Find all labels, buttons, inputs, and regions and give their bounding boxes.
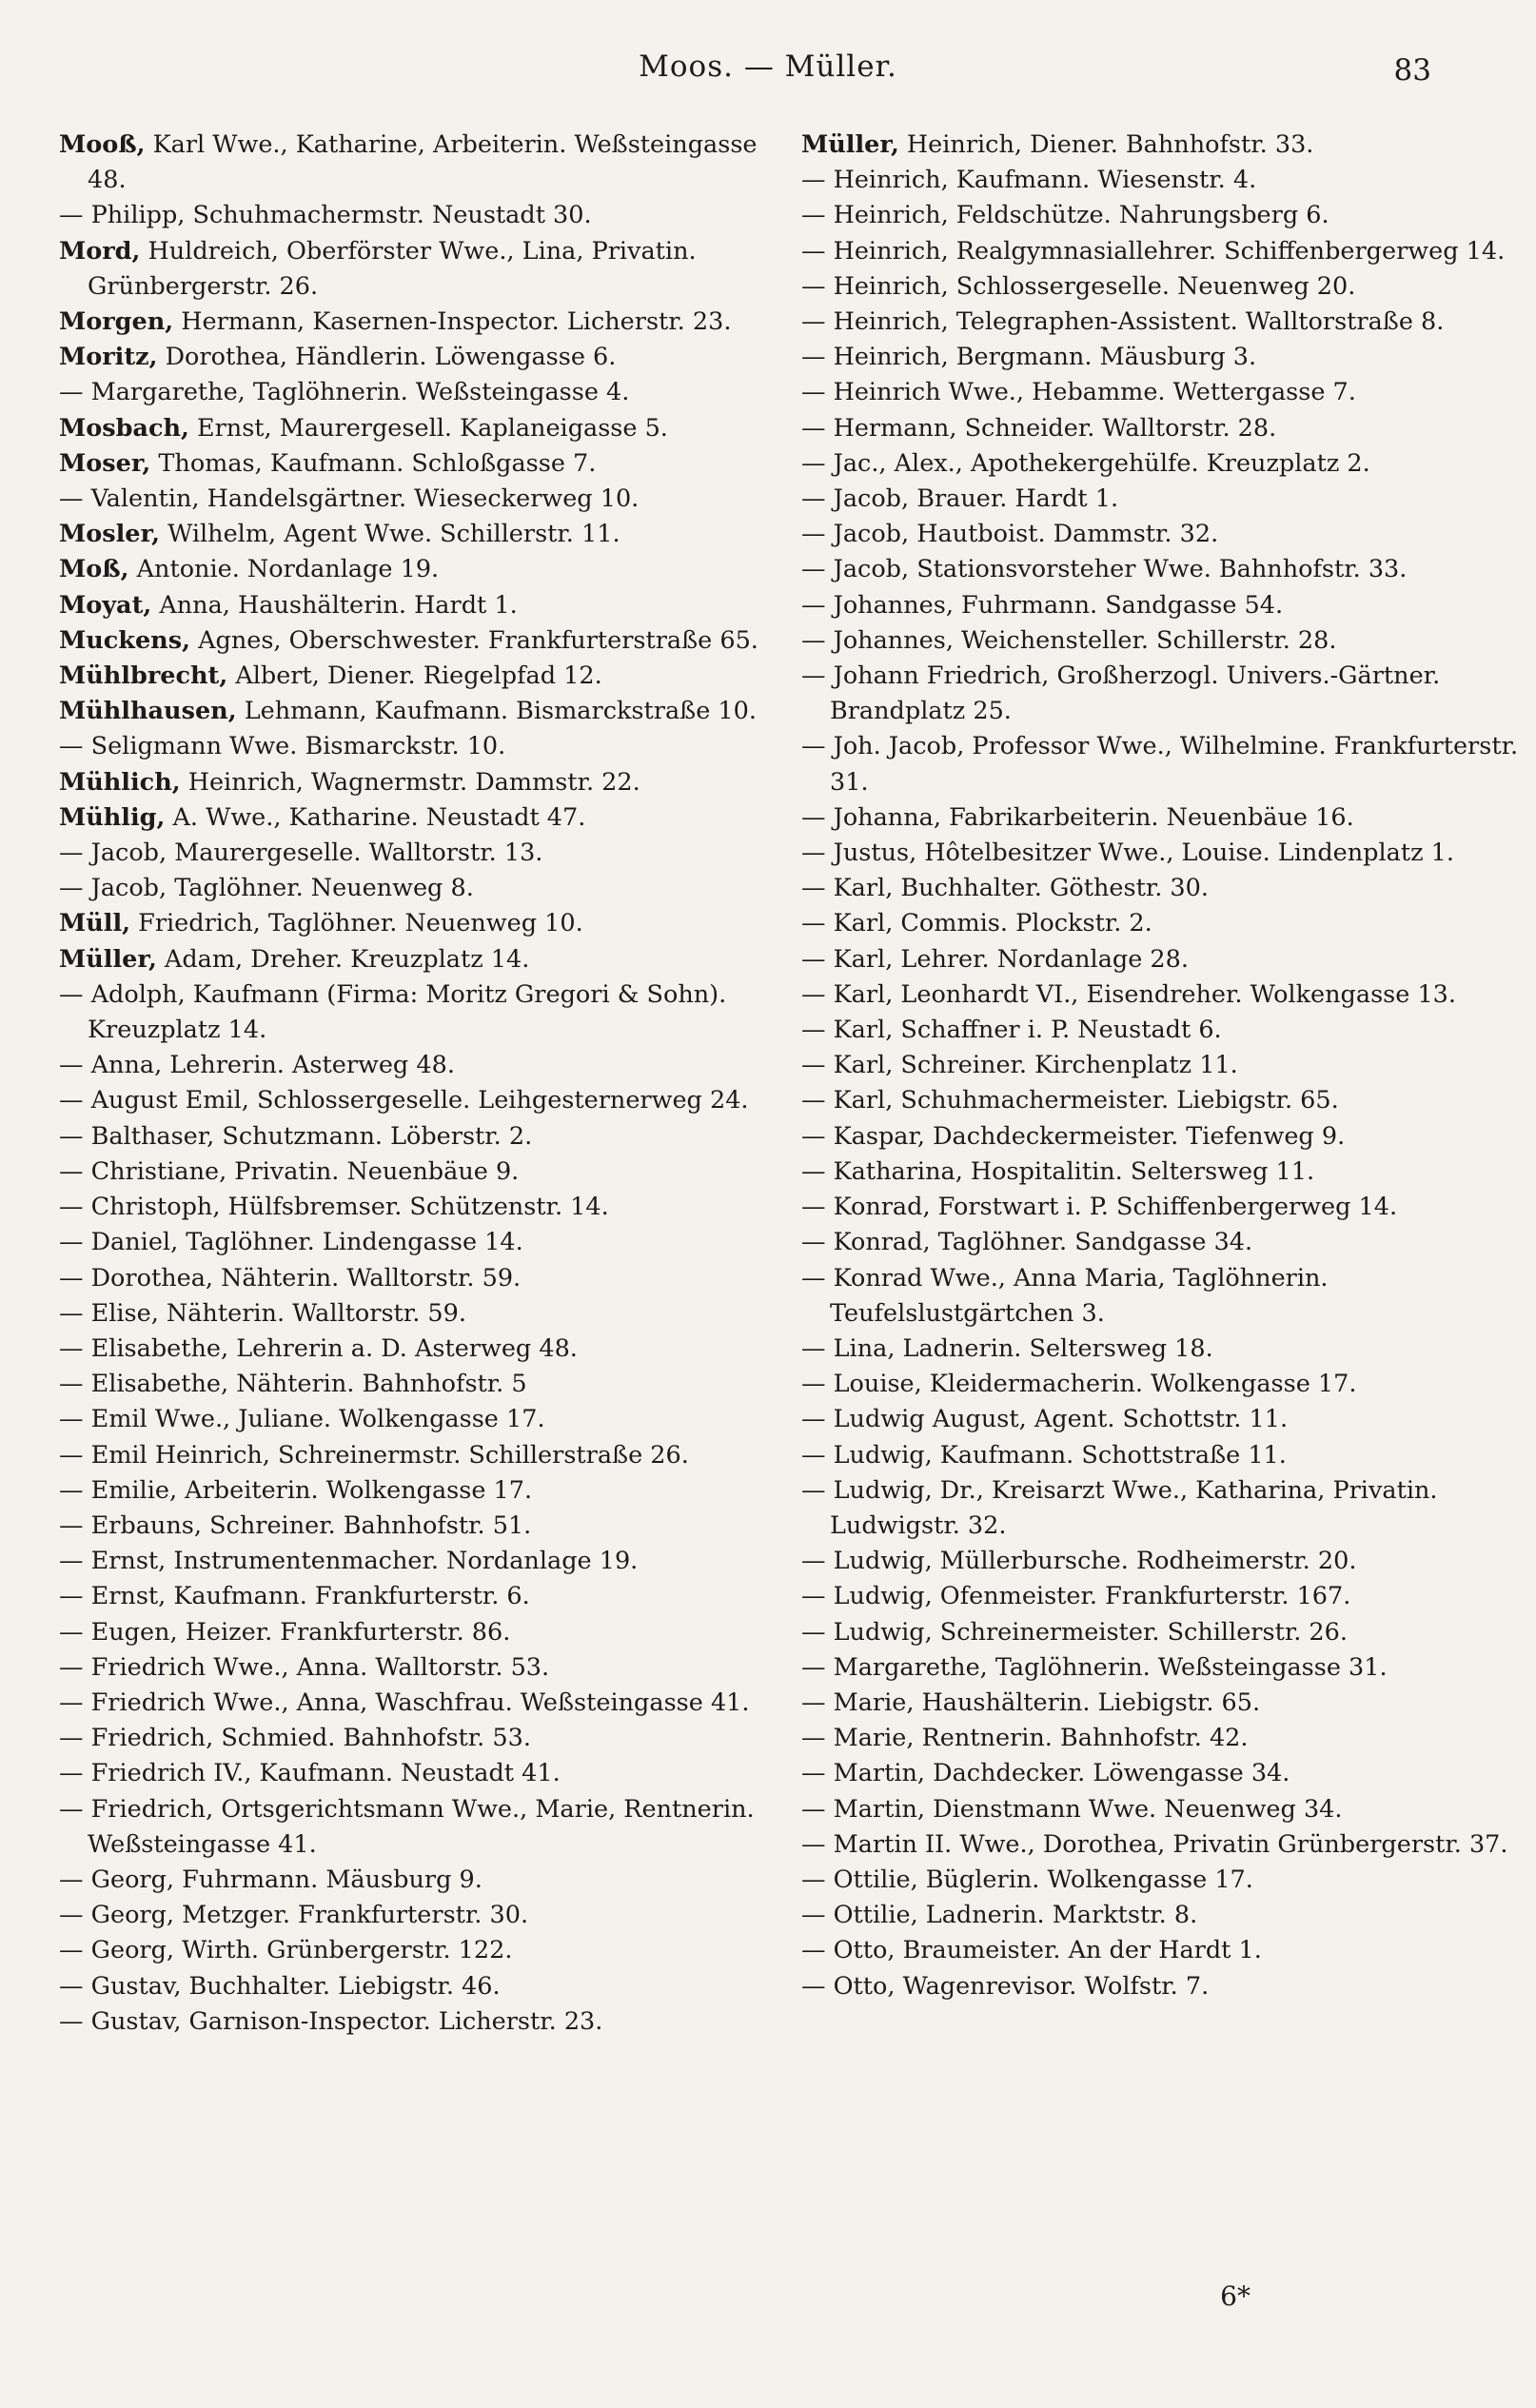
entry-details: — Martin II. Wwe., Dorothea, Privatin Grünbergerstr. 37. — [801, 1829, 1508, 1859]
directory-entry — [801, 552, 1525, 587]
entry-details: — Friedrich Wwe., Anna. Walltorstr. 53. — [59, 1652, 550, 1682]
entry-surname: Moß, — [59, 555, 129, 584]
entry-details: — Jacob, Taglöhner. Neuenweg 8. — [59, 874, 474, 903]
entry-details: Karl Wwe., Katharine, Arbeiterin. Weßsteingasse 48. — [88, 130, 758, 195]
entry-details: — Elisabethe, Nähterin. Bahnhofstr. 5 — [59, 1370, 527, 1399]
entry-details: — Justus, Hôtelbesitzer Wwe., Louise. Lindenplatz 1. — [801, 839, 1454, 868]
entry-details: — Konrad, Forstwart i. P. Schiffenbergerweg 14. — [801, 1193, 1398, 1222]
entry-surname: Mosler, — [59, 520, 160, 549]
directory-entry — [59, 1792, 782, 1863]
directory-entry — [59, 305, 782, 340]
entry-details: — Ludwig, Dr., Kreisarzt Wwe., Katharina, Privatin. Ludwigstr. 32. — [801, 1475, 1438, 1540]
directory-entry — [801, 1969, 1525, 2004]
entry-details: — Hermann, Schneider. Walltorstr. 28. — [801, 413, 1277, 443]
directory-entry — [801, 1933, 1525, 1968]
directory-entry — [801, 800, 1525, 836]
directory-entry — [801, 1863, 1525, 1898]
directory-entry — [801, 1048, 1525, 1083]
entry-details: — Daniel, Taglöhner. Lindengasse 14. — [59, 1228, 523, 1257]
directory-entry — [801, 942, 1525, 977]
entry-details: Albert, Diener. Riegelpfad 12. — [227, 661, 602, 691]
directory-entry — [801, 1544, 1525, 1579]
entry-details: — Marie, Rentnerin. Bahnhofstr. 42. — [801, 1724, 1249, 1753]
directory-entry — [801, 588, 1525, 623]
directory-entry — [801, 836, 1525, 871]
entry-surname: Mühlig, — [59, 802, 166, 832]
directory-entry — [59, 517, 782, 552]
directory-entry — [801, 1827, 1525, 1863]
entry-details: — Margarethe, Taglöhnerin. Weßsteingasse 31. — [801, 1652, 1388, 1682]
entry-details: — Philipp, Schuhmachermstr. Neustadt 30. — [59, 201, 592, 230]
directory-entry — [801, 1686, 1525, 1721]
printer-signature: 6* — [1220, 2280, 1250, 2312]
entry-details: — Heinrich, Schlossergeselle. Neuenweg 20. — [801, 271, 1356, 301]
entry-details: — Elise, Nähterin. Walltorstr. 59. — [59, 1298, 466, 1328]
directory-entry — [801, 1119, 1525, 1155]
entry-details: — Konrad Wwe., Anna Maria, Taglöhnerin. Teufelslustgärtchen 3. — [801, 1263, 1329, 1328]
directory-entry — [801, 1261, 1525, 1332]
entry-details: Adam, Dreher. Kreuzplatz 14. — [156, 944, 530, 974]
entry-details: Agnes, Oberschwester. Frankfurterstraße 65. — [189, 625, 758, 655]
directory-entry — [59, 482, 782, 517]
directory-entry — [801, 305, 1525, 340]
entry-details: — Dorothea, Nähterin. Walltorstr. 59. — [59, 1263, 522, 1293]
entry-details: Thomas, Kaufmann. Schloßgasse 7. — [150, 448, 597, 478]
entry-details: — Eugen, Heizer. Frankfurterstr. 86. — [59, 1617, 511, 1647]
running-head: Moos. — Müller. — [639, 49, 897, 84]
directory-entry — [801, 1792, 1525, 1827]
directory-entry — [59, 1615, 782, 1650]
entry-details: — Margarethe, Taglöhnerin. Weßsteingasse 4. — [59, 378, 630, 407]
directory-entry — [801, 1473, 1525, 1544]
directory-entry — [59, 411, 782, 446]
entry-details: — Johann Friedrich, Großherzogl. Univers.-Gärtner. Brandplatz 25. — [801, 661, 1441, 726]
entry-details: Antonie. Nordanlage 19. — [128, 555, 440, 584]
entry-details: — Friedrich, Schmied. Bahnhofstr. 53. — [59, 1724, 531, 1753]
directory-entry — [801, 1615, 1525, 1650]
directory-entry — [801, 269, 1525, 305]
directory-entry — [59, 1119, 782, 1155]
directory-entry — [59, 1048, 782, 1083]
directory-entry — [801, 1721, 1525, 1756]
entry-details: — Martin, Dachdecker. Löwengasse 34. — [801, 1759, 1290, 1788]
entry-details: — Erbauns, Schreiner. Bahnhofstr. 51. — [59, 1510, 532, 1540]
entry-details: — Karl, Schreiner. Kirchenplatz 11. — [801, 1051, 1238, 1080]
directory-entry — [59, 1686, 782, 1721]
directory-entry — [801, 1190, 1525, 1225]
directory-entry — [59, 1898, 782, 1933]
entry-surname: Müller, — [59, 944, 157, 974]
directory-entry — [59, 234, 782, 305]
entry-details: A. Wwe., Katharine. Neustadt 47. — [165, 802, 586, 832]
entry-details: — Jacob, Maurergeselle. Walltorstr. 13. — [59, 839, 543, 868]
directory-entry — [801, 128, 1525, 163]
entry-details: — Ottilie, Ladnerin. Marktstr. 8. — [801, 1901, 1198, 1930]
directory-entry — [801, 623, 1525, 659]
entry-details: — Otto, Wagenrevisor. Wolfstr. 7. — [801, 1971, 1210, 2001]
directory-entry — [59, 1721, 782, 1756]
directory-entry — [59, 1933, 782, 1968]
directory-entry — [801, 1225, 1525, 1260]
entry-details: — Georg, Wirth. Grünbergerstr. 122. — [59, 1936, 513, 1965]
directory-entry — [59, 1544, 782, 1579]
entry-details: — Martin, Dienstmann Wwe. Neuenweg 34. — [801, 1794, 1343, 1824]
directory-entry — [801, 234, 1525, 269]
directory-entry — [801, 1756, 1525, 1791]
entry-details: — Lina, Ladnerin. Seltersweg 18. — [801, 1333, 1213, 1363]
entry-details: — Friedrich IV., Kaufmann. Neustadt 41. — [59, 1759, 561, 1788]
entry-details: Heinrich, Diener. Bahnhofstr. 33. — [898, 130, 1314, 159]
directory-entry — [59, 1296, 782, 1332]
entry-details: Friedrich, Taglöhner. Neuenweg 10. — [130, 909, 583, 938]
entry-surname: Mühlbrecht, — [59, 661, 228, 691]
directory-entry — [59, 1190, 782, 1225]
entry-details: — Jacob, Brauer. Hardt 1. — [801, 484, 1119, 514]
directory-entry — [801, 1332, 1525, 1367]
entry-details: — Ludwig August, Agent. Schottstr. 11. — [801, 1405, 1289, 1434]
entry-details: — Karl, Schuhmachermeister. Liebigstr. 65. — [801, 1086, 1339, 1115]
directory-entry — [59, 128, 782, 198]
entry-details: — Ernst, Instrumentenmacher. Nordanlage 19. — [59, 1547, 639, 1576]
entry-surname: Muckens, — [59, 625, 190, 655]
entry-details: — Emilie, Arbeiterin. Wolkengasse 17. — [59, 1475, 533, 1505]
entry-details: — Johanna, Fabrikarbeiterin. Neuenbäue 16. — [801, 802, 1354, 832]
directory-entry — [59, 2004, 782, 2040]
directory-entry — [59, 375, 782, 410]
entry-details: — Friedrich Wwe., Anna, Waschfrau. Weßsteingasse 41. — [59, 1688, 750, 1717]
directory-entry — [59, 942, 782, 977]
directory-entry — [801, 411, 1525, 446]
entry-details: — Jac., Alex., Apothekergehülfe. Kreuzplatz 2. — [801, 448, 1370, 478]
entry-details: — Karl, Schaffner i. P. Neustadt 6. — [801, 1016, 1222, 1045]
directory-entry — [59, 1438, 782, 1473]
entry-details: — Balthaser, Schutzmann. Löberstr. 2. — [59, 1121, 533, 1151]
directory-entry — [59, 1473, 782, 1509]
entry-surname: Mosbach, — [59, 413, 189, 443]
directory-entry — [59, 836, 782, 871]
directory-entry — [801, 446, 1525, 482]
entry-details: — Ottilie, Büglerin. Wolkengasse 17. — [801, 1865, 1253, 1894]
directory-entry — [59, 1863, 782, 1898]
entry-details: — Karl, Leonhardt VI., Eisendreher. Wolkengasse 13. — [801, 979, 1457, 1009]
entry-details: — Adolph, Kaufmann (Firma: Moritz Gregori & Sohn). Kreuzplatz 14. — [59, 979, 727, 1045]
entry-details: — Heinrich Wwe., Hebamme. Wettergasse 7. — [801, 378, 1356, 407]
entry-details: — Konrad, Taglöhner. Sandgasse 34. — [801, 1228, 1253, 1257]
entry-details: — Karl, Lehrer. Nordanlage 28. — [801, 944, 1189, 974]
directory-entry — [59, 871, 782, 906]
page-header — [0, 49, 1536, 91]
directory-entry — [59, 552, 782, 587]
directory-entry — [59, 694, 782, 729]
entry-details: — Ludwig, Ofenmeister. Frankfurterstr. 167. — [801, 1582, 1351, 1611]
entry-details: — Heinrich, Realgymnasiallehrer. Schiffenbergerweg 14. — [801, 236, 1506, 266]
directory-entry — [801, 1155, 1525, 1190]
directory-entry — [801, 871, 1525, 906]
entry-details: — Jacob, Hautboist. Dammstr. 32. — [801, 520, 1219, 549]
entry-details: — Christiane, Privatin. Neuenbäue 9. — [59, 1156, 520, 1186]
directory-entry — [801, 977, 1525, 1013]
entry-details: — Johannes, Weichensteller. Schillerstr. 28. — [801, 625, 1337, 655]
entry-details: — Friedrich, Ortsgerichtsmann Wwe., Marie, Rentnerin. Weßsteingasse 41. — [59, 1794, 755, 1859]
entry-details: — Joh. Jacob, Professor Wwe., Wilhelmine. Frankfurterstr. 31. — [801, 732, 1519, 797]
directory-entry — [59, 1155, 782, 1190]
entry-surname: Müll, — [59, 909, 131, 938]
directory-entry — [801, 198, 1525, 233]
directory-entry — [801, 163, 1525, 198]
entry-details: Lehmann, Kaufmann. Bismarckstraße 10. — [236, 697, 757, 726]
directory-entry — [59, 1650, 782, 1686]
entry-details: — Otto, Braumeister. An der Hardt 1. — [801, 1936, 1262, 1965]
page-number: 83 — [1393, 53, 1431, 88]
directory-entry — [801, 340, 1525, 375]
entry-details: — Georg, Metzger. Frankfurterstr. 30. — [59, 1901, 529, 1930]
directory-entry — [59, 906, 782, 941]
entry-details: — Heinrich, Telegraphen-Assistent. Walltorstraße 8. — [801, 307, 1445, 337]
entry-details: — Gustav, Buchhalter. Liebigstr. 46. — [59, 1971, 501, 2001]
directory-entry — [59, 1332, 782, 1367]
entry-details: — Louise, Kleidermacherin. Wolkengasse 17. — [801, 1370, 1357, 1399]
directory-entry — [801, 729, 1525, 799]
entry-details: — Gustav, Garnison-Inspector. Licherstr. 23. — [59, 2006, 603, 2036]
directory-entry — [801, 1579, 1525, 1614]
directory-entry — [59, 1261, 782, 1296]
directory-entry — [59, 198, 782, 233]
entry-details: — Christoph, Hülfsbremser. Schützenstr. 14. — [59, 1193, 609, 1222]
directory-entry — [801, 1013, 1525, 1048]
directory-entry — [59, 340, 782, 375]
directory-entry — [59, 1367, 782, 1402]
entry-surname: Moser, — [59, 448, 151, 478]
directory-entry — [801, 659, 1525, 729]
entry-details: — Marie, Haushälterin. Liebigstr. 65. — [801, 1688, 1261, 1717]
directory-entry — [59, 800, 782, 836]
entry-details: — Emil Wwe., Juliane. Wolkengasse 17. — [59, 1405, 545, 1434]
entry-details: Hermann, Kasernen-Inspector. Licherstr. 23. — [173, 307, 732, 337]
entry-surname: Müller, — [801, 130, 899, 159]
directory-entry — [59, 659, 782, 694]
entry-details: — Karl, Buchhalter. Göthestr. 30. — [801, 874, 1209, 903]
directory-entry — [801, 375, 1525, 410]
entry-details: Anna, Haushälterin. Hardt 1. — [151, 590, 518, 620]
directory-entry — [801, 1083, 1525, 1118]
entry-details: — August Emil, Schlossergeselle. Leihgesternerweg 24. — [59, 1086, 749, 1115]
entry-details: — Johannes, Fuhrmann. Sandgasse 54. — [801, 590, 1284, 620]
entry-details: Wilhelm, Agent Wwe. Schillerstr. 11. — [159, 520, 620, 549]
directory-entry — [801, 906, 1525, 941]
directory-entry — [59, 977, 782, 1048]
entry-details: Huldreich, Oberförster Wwe., Lina, Privatin. Grünbergerstr. 26. — [88, 236, 697, 301]
left-column — [59, 128, 782, 2040]
entry-details: — Heinrich, Feldschütze. Nahrungsberg 6. — [801, 201, 1329, 230]
directory-entry — [59, 1969, 782, 2004]
entry-details: — Emil Heinrich, Schreinermstr. Schillerstraße 26. — [59, 1440, 689, 1470]
directory-entry — [801, 1898, 1525, 1933]
entry-details: — Heinrich, Kaufmann. Wiesenstr. 4. — [801, 166, 1257, 195]
entry-details: — Georg, Fuhrmann. Mäusburg 9. — [59, 1865, 482, 1894]
directory-entry — [801, 1438, 1525, 1473]
directory-entry — [801, 1402, 1525, 1437]
entry-surname: Mühlhausen, — [59, 697, 237, 726]
entry-details: — Ludwig, Kaufmann. Schottstraße 11. — [801, 1440, 1287, 1470]
entry-details: — Seligmann Wwe. Bismarckstr. 10. — [59, 732, 506, 761]
entry-details: — Karl, Commis. Plockstr. 2. — [801, 909, 1152, 938]
directory-entry — [59, 1225, 782, 1260]
directory-entry — [59, 729, 782, 764]
directory-entry — [59, 765, 782, 800]
entry-details: — Ernst, Kaufmann. Frankfurterstr. 6. — [59, 1582, 530, 1611]
directory-entry — [59, 588, 782, 623]
directory-entry — [59, 1756, 782, 1791]
entry-details: — Katharina, Hospitalitin. Seltersweg 11. — [801, 1156, 1315, 1186]
directory-entry — [801, 517, 1525, 552]
entry-details: — Heinrich, Bergmann. Mäusburg 3. — [801, 343, 1257, 372]
entry-details: Dorothea, Händlerin. Löwengasse 6. — [157, 343, 617, 372]
directory-entry — [59, 1402, 782, 1437]
directory-entry — [59, 446, 782, 482]
directory-entry — [801, 1367, 1525, 1402]
entry-details: Heinrich, Wagnermstr. Dammstr. 22. — [180, 767, 640, 797]
right-column — [801, 128, 1525, 2004]
entry-details: — Valentin, Handelsgärtner. Wieseckerweg 10. — [59, 484, 640, 514]
entry-details: — Ludwig, Schreinermeister. Schillerstr. 26. — [801, 1617, 1348, 1647]
entry-surname: Mühlich, — [59, 767, 181, 797]
entry-surname: Morgen, — [59, 307, 174, 337]
directory-entry — [59, 1579, 782, 1614]
directory-entry — [59, 623, 782, 659]
entry-details: — Kaspar, Dachdeckermeister. Tiefenweg 9. — [801, 1121, 1346, 1151]
entry-surname: Mord, — [59, 236, 141, 266]
entry-surname: Mooß, — [59, 130, 146, 159]
entry-details: Ernst, Maurergesell. Kaplaneigasse 5. — [188, 413, 668, 443]
directory-entry — [59, 1509, 782, 1544]
directory-entry — [59, 1083, 782, 1118]
entry-details: — Elisabethe, Lehrerin a. D. Asterweg 48. — [59, 1333, 578, 1363]
directory-entry — [801, 482, 1525, 517]
directory-entry — [801, 1650, 1525, 1686]
entry-details: — Ludwig, Müllerbursche. Rodheimerstr. 20. — [801, 1547, 1357, 1576]
entry-surname: Moyat, — [59, 590, 152, 620]
entry-details: — Jacob, Stationsvorsteher Wwe. Bahnhofstr. 33. — [801, 555, 1408, 584]
entry-details: — Anna, Lehrerin. Asterweg 48. — [59, 1051, 455, 1080]
entry-surname: Moritz, — [59, 343, 158, 372]
